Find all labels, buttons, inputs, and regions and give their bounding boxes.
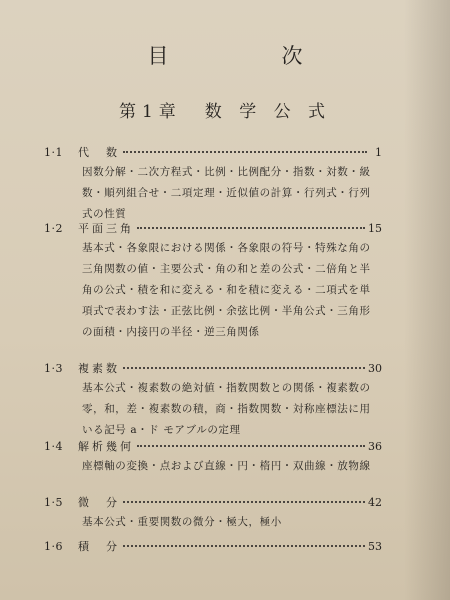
toc-topics: 座標軸の変換・点および直線・円・楕円・双曲線・放物線 — [82, 460, 371, 472]
toc-title: 代 数 — [78, 146, 120, 159]
toc-topics: 基本式・各象限における関係・各象限の符号・特殊な角の三角関数の値・主要公式・角の和と差の公式・二倍角と半角の公式・積を和に変える・和を積に変える・二項式を単項式で表わす法・正弦比例・余弦比例・半角公式・三角形の面積・内接円の半径・逆三角関係 — [82, 242, 371, 338]
toc-entry-integration — [44, 538, 382, 554]
toc-title: 解析幾何 — [78, 440, 134, 453]
dot-leader — [137, 445, 365, 447]
dot-leader — [123, 545, 365, 547]
toc-entry-algebra — [44, 144, 382, 225]
toc-number: 1·6 — [44, 540, 63, 553]
toc-page-number: 42 — [368, 496, 382, 509]
toc-page-number: 30 — [368, 362, 382, 375]
toc-page-number: 1 — [375, 146, 382, 159]
toc-number: 1·4 — [44, 440, 63, 453]
dot-leader — [123, 367, 365, 369]
toc-number: 1·5 — [44, 496, 63, 509]
toc-page-number: 36 — [368, 440, 382, 453]
toc-topics: 基本公式・複素数の絶対値・指数関数との関係・複素数の零，和，差・複素数の積，商・指数関数・対称座標法に用いる記号 a・ド モアブルの定理 — [82, 382, 371, 436]
toc-number: 1·2 — [44, 222, 63, 235]
toc-title: 複素数 — [78, 362, 120, 375]
toc-entry-differentiation — [44, 494, 382, 533]
toc-title: 平面三角 — [78, 222, 134, 235]
toc-topics: 基本公式・重要関数の微分・極大，極小 — [82, 516, 282, 528]
toc-number: 1·1 — [44, 146, 63, 159]
toc-page-number: 53 — [368, 540, 382, 553]
dot-leader — [123, 501, 365, 503]
toc-entry-analytic-geometry — [44, 438, 382, 477]
dot-leader — [123, 151, 367, 153]
toc-entry-plane-trigonometry — [44, 220, 382, 343]
toc-page-number: 15 — [368, 222, 382, 235]
toc-title: 微 分 — [78, 496, 120, 509]
toc-entry-complex-numbers — [44, 360, 382, 441]
page-curve-shadow — [404, 0, 450, 600]
page-title: 目 次 — [147, 44, 349, 68]
toc-number: 1·3 — [44, 362, 63, 375]
chapter-heading: 第1章 数 学 公 式 — [118, 102, 332, 122]
toc-topics: 因数分解・二次方程式・比例・比例配分・指数・対数・級数・順列組合せ・二項定理・近似値の計算・行列式・行列式の性質 — [82, 166, 371, 220]
toc-title: 積 分 — [78, 540, 120, 553]
dot-leader — [137, 227, 365, 229]
